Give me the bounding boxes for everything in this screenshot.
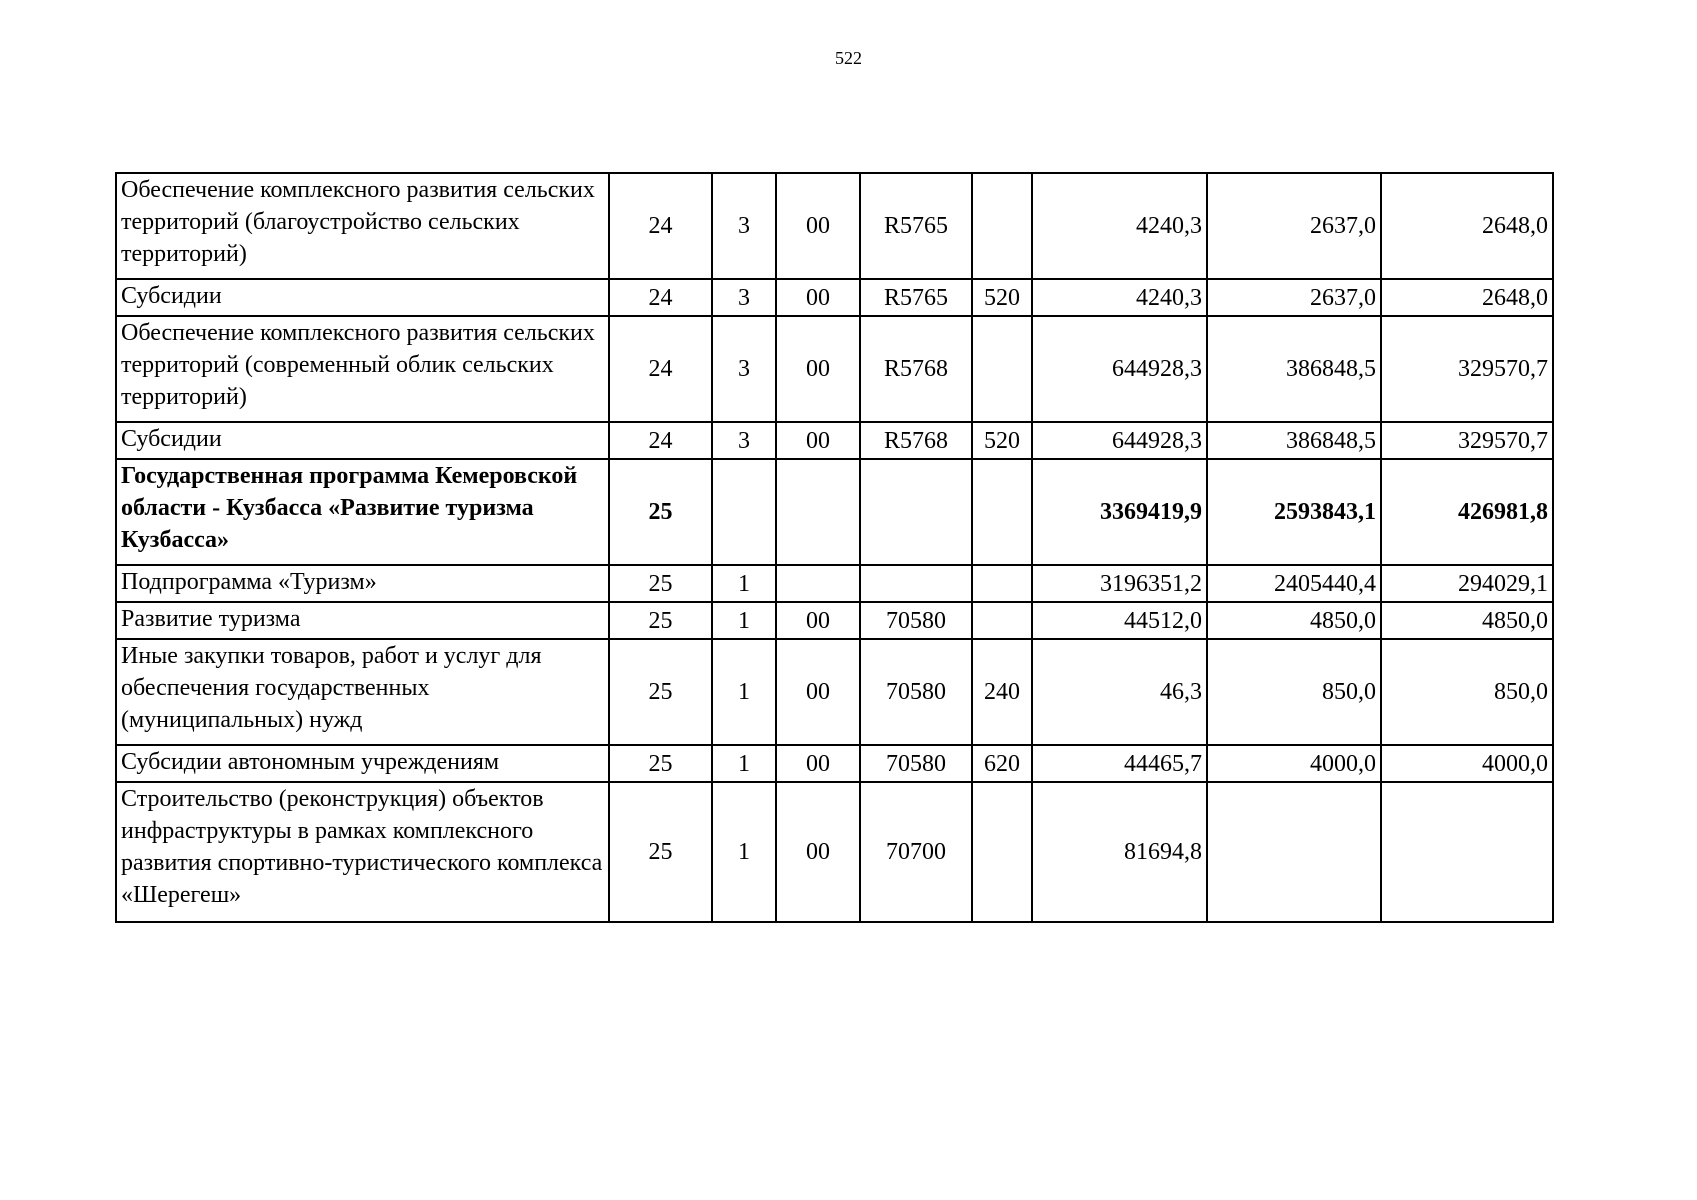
direction-code: R5768: [860, 422, 972, 459]
expense-type: [972, 782, 1032, 922]
amount-year-2: 386848,5: [1207, 316, 1381, 422]
row-name: Субсидии: [116, 422, 609, 459]
amount-year-3: 850,0: [1381, 639, 1553, 745]
program-code: 24: [609, 316, 712, 422]
amount-year-1: 4240,3: [1032, 279, 1207, 316]
amount-year-1: 3369419,9: [1032, 459, 1207, 565]
table-row: [116, 422, 1553, 459]
table-row: [116, 279, 1553, 316]
table-row-program: [116, 459, 1553, 565]
expense-type: 240: [972, 639, 1032, 745]
event-code: 00: [776, 602, 860, 639]
expense-type: [972, 459, 1032, 565]
program-code: 24: [609, 173, 712, 279]
program-code: 24: [609, 422, 712, 459]
amount-year-2: 2637,0: [1207, 279, 1381, 316]
amount-year-1: 3196351,2: [1032, 565, 1207, 602]
amount-year-2: 850,0: [1207, 639, 1381, 745]
expense-type: 520: [972, 279, 1032, 316]
amount-year-2: [1207, 782, 1381, 922]
event-code: [776, 565, 860, 602]
table-row: [116, 173, 1553, 279]
row-name: Подпрограмма «Туризм»: [116, 565, 609, 602]
event-code: 00: [776, 422, 860, 459]
event-code: 00: [776, 316, 860, 422]
program-code: 25: [609, 565, 712, 602]
expense-type: 620: [972, 745, 1032, 782]
subprogram-code: 1: [712, 745, 776, 782]
expense-type: [972, 602, 1032, 639]
amount-year-1: 644928,3: [1032, 422, 1207, 459]
table-row: [116, 602, 1553, 639]
amount-year-3: 4000,0: [1381, 745, 1553, 782]
direction-code: R5765: [860, 173, 972, 279]
direction-code: [860, 565, 972, 602]
program-code: 25: [609, 639, 712, 745]
table-row: [116, 745, 1553, 782]
subprogram-code: 3: [712, 279, 776, 316]
budget-table: [115, 172, 1554, 923]
amount-year-3: 426981,8: [1381, 459, 1553, 565]
subprogram-code: 1: [712, 782, 776, 922]
amount-year-3: 2648,0: [1381, 279, 1553, 316]
amount-year-2: 386848,5: [1207, 422, 1381, 459]
expense-type: 520: [972, 422, 1032, 459]
subprogram-code: 1: [712, 639, 776, 745]
row-name: Развитие туризма: [116, 602, 609, 639]
subprogram-code: [712, 459, 776, 565]
amount-year-1: 44512,0: [1032, 602, 1207, 639]
subprogram-code: 1: [712, 565, 776, 602]
event-code: 00: [776, 639, 860, 745]
direction-code: [860, 459, 972, 565]
row-name: Субсидии: [116, 279, 609, 316]
amount-year-3: 329570,7: [1381, 422, 1553, 459]
program-code: 25: [609, 782, 712, 922]
row-name: Обеспечение комплексного развития сельских территорий (современный облик сельских территорий): [116, 316, 609, 422]
direction-code: R5768: [860, 316, 972, 422]
amount-year-1: 46,3: [1032, 639, 1207, 745]
subprogram-code: 1: [712, 602, 776, 639]
direction-code: 70580: [860, 602, 972, 639]
direction-code: R5765: [860, 279, 972, 316]
row-name: Государственная программа Кемеровской области - Кузбасса «Развитие туризма Кузбасса»: [116, 459, 609, 565]
expense-type: [972, 316, 1032, 422]
amount-year-2: 2593843,1: [1207, 459, 1381, 565]
row-name: Обеспечение комплексного развития сельских территорий (благоустройство сельских территорий): [116, 173, 609, 279]
event-code: 00: [776, 279, 860, 316]
expense-type: [972, 173, 1032, 279]
amount-year-3: [1381, 782, 1553, 922]
event-code: 00: [776, 173, 860, 279]
amount-year-1: 44465,7: [1032, 745, 1207, 782]
row-name: Субсидии автономным учреждениям: [116, 745, 609, 782]
amount-year-1: 4240,3: [1032, 173, 1207, 279]
amount-year-2: 4000,0: [1207, 745, 1381, 782]
amount-year-3: 4850,0: [1381, 602, 1553, 639]
direction-code: 70580: [860, 745, 972, 782]
amount-year-2: 4850,0: [1207, 602, 1381, 639]
row-name: Иные закупки товаров, работ и услуг для обеспечения государственных (муниципальных) нужд: [116, 639, 609, 745]
program-code: 25: [609, 459, 712, 565]
amount-year-2: 2405440,4: [1207, 565, 1381, 602]
subprogram-code: 3: [712, 316, 776, 422]
table-row: [116, 639, 1553, 745]
direction-code: 70580: [860, 639, 972, 745]
event-code: 00: [776, 745, 860, 782]
event-code: [776, 459, 860, 565]
program-code: 25: [609, 602, 712, 639]
table-row: [116, 565, 1553, 602]
amount-year-1: 644928,3: [1032, 316, 1207, 422]
subprogram-code: 3: [712, 422, 776, 459]
expense-type: [972, 565, 1032, 602]
table-row: [116, 316, 1553, 422]
page-number: 522: [835, 48, 862, 68]
amount-year-3: 329570,7: [1381, 316, 1553, 422]
amount-year-1: 81694,8: [1032, 782, 1207, 922]
program-code: 24: [609, 279, 712, 316]
amount-year-3: 294029,1: [1381, 565, 1553, 602]
amount-year-2: 2637,0: [1207, 173, 1381, 279]
direction-code: 70700: [860, 782, 972, 922]
program-code: 25: [609, 745, 712, 782]
subprogram-code: 3: [712, 173, 776, 279]
table-row: [116, 782, 1553, 922]
event-code: 00: [776, 782, 860, 922]
row-name: Строительство (реконструкция) объектов инфраструктуры в рамках комплексного развития спортивно-туристического комплекса «Шерегеш»: [116, 782, 609, 922]
amount-year-3: 2648,0: [1381, 173, 1553, 279]
